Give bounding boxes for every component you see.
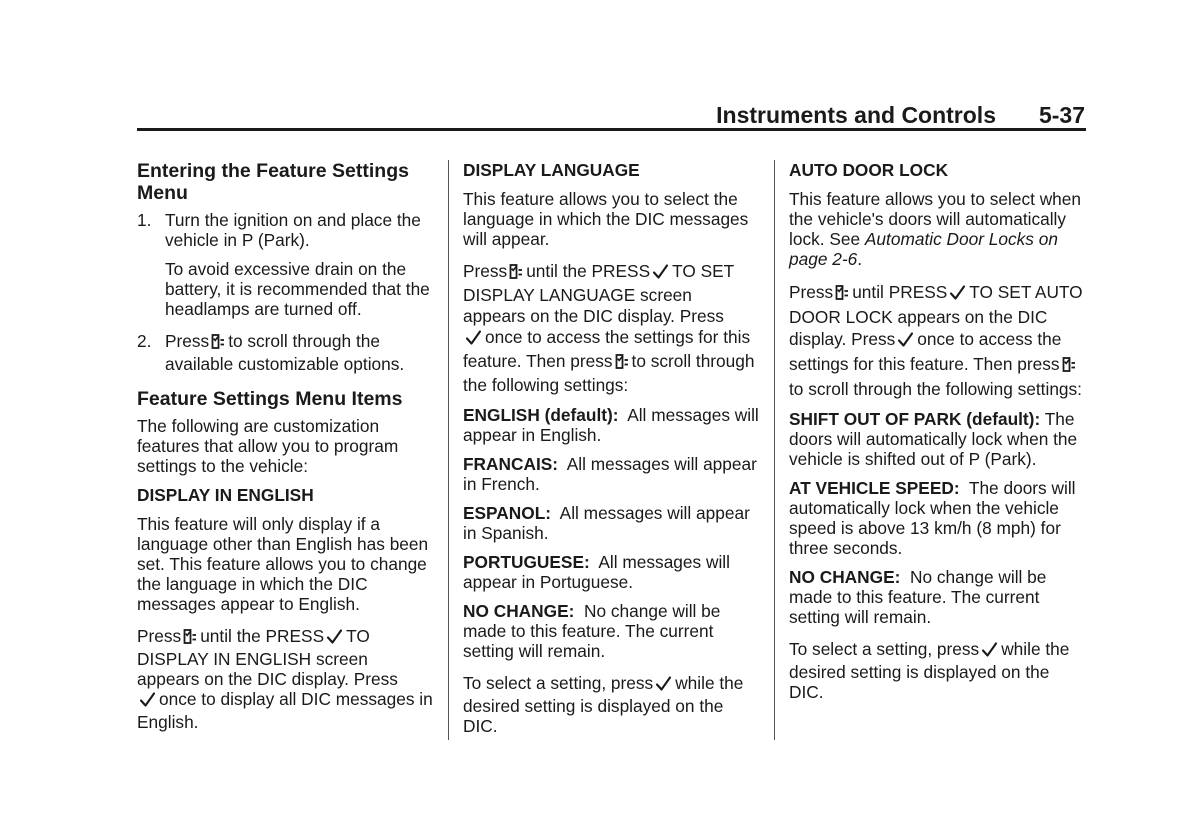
checkmark-icon: [655, 675, 672, 696]
text-run: Press: [789, 282, 834, 302]
checkmark-icon: [139, 691, 156, 712]
dic-menu-icon: [835, 284, 849, 306]
text-run: until PRESS: [852, 282, 948, 302]
option-label: AT VEHICLE SPEED:: [789, 478, 960, 498]
option-text: No change will be made to this feature. The current setting will remain.: [463, 601, 721, 661]
text-run: Press: [137, 626, 182, 646]
instruction-paragraph: [789, 281, 1085, 400]
feature-heading: AUTO DOOR LOCK: [789, 160, 949, 180]
column-1: [137, 160, 433, 741]
setting-option: [463, 552, 759, 592]
option-text: No change will be made to this feature. The current setting will remain.: [789, 567, 1047, 627]
text-run: to scroll through the following settings:: [463, 351, 755, 395]
dic-menu-icon: [183, 628, 197, 649]
dic-menu-icon: [615, 353, 629, 375]
feature-heading: DISPLAY LANGUAGE: [463, 160, 640, 180]
list-text: Turn the ignition on and place the vehicle in P (Park).: [165, 210, 421, 250]
option-text: All messages will appear in Spanish.: [463, 503, 750, 543]
setting-option: [463, 454, 759, 494]
checkmark-icon: [981, 641, 998, 662]
text-run: once to access the settings for this feature. Then press: [789, 329, 1062, 374]
text-run: .: [857, 249, 863, 269]
page-number: 5-37: [1038, 102, 1085, 128]
instruction-paragraph: [463, 261, 759, 396]
select-instruction: [789, 639, 1085, 702]
list-note: To avoid excessive drain on the battery, it is recommended that the headlamps are turned off.: [165, 259, 430, 319]
dic-menu-icon: [211, 333, 225, 354]
list-item: [137, 210, 433, 250]
text-run: to scroll through the available customizable options.: [165, 331, 405, 374]
option-label: FRANCAIS:: [463, 454, 559, 474]
list-number: 2.: [137, 331, 152, 351]
text-run: until the PRESS: [200, 626, 325, 646]
checkmark-icon: [897, 331, 914, 353]
list-text: [165, 331, 433, 374]
select-instruction: [463, 673, 759, 736]
text-run: This feature allows you to select when the vehicle's doors will automatically lock. See: [789, 189, 1082, 249]
option-text: All messages will appear in French.: [463, 454, 757, 494]
option-label: ENGLISH (default):: [463, 405, 619, 425]
paragraph: This feature will only display if a language other than English has been set. This feature allows you to change the language in which the DIC messages appear to English.: [137, 514, 429, 614]
section-heading: Feature Settings Menu Items: [137, 388, 403, 410]
text-run: To select a setting, press: [789, 639, 980, 659]
column-divider: [448, 160, 449, 740]
option-label: NO CHANGE:: [463, 601, 575, 621]
section-title: Instruments and Controls: [716, 102, 996, 128]
text-run: TO DISPLAY IN ENGLISH screen appears on the DIC display. Press: [137, 626, 398, 689]
option-label: ESPANOL:: [463, 503, 552, 523]
column-3: [789, 160, 1085, 711]
text-run: while the desired setting is displayed on the DIC.: [789, 639, 1070, 702]
header-rule: [137, 128, 1086, 131]
text-run: until the PRESS: [526, 261, 651, 281]
paragraph: [789, 189, 1085, 269]
setting-option: [463, 503, 759, 543]
option-label: SHIFT OUT OF PARK (default):: [789, 409, 1041, 429]
paragraph: This feature allows you to select the language in which the DIC messages will appear.: [463, 189, 749, 249]
checkmark-icon: [652, 263, 669, 285]
column-divider: [774, 160, 775, 740]
text-run: once to display all DIC messages in English.: [137, 689, 433, 732]
option-text: All messages will appear in English.: [463, 405, 759, 445]
list-item: [137, 331, 433, 374]
page-header: [137, 100, 1086, 131]
setting-option: [463, 405, 759, 445]
option-text: The doors will automatically lock when the vehicle speed is above 13 km/h (8 mph) for three seconds.: [789, 478, 1076, 558]
option-label: NO CHANGE:: [789, 567, 901, 587]
text-run: Press: [463, 261, 508, 281]
list-number: 1.: [137, 210, 152, 230]
column-2: [463, 160, 759, 745]
instruction-paragraph: [137, 626, 433, 732]
setting-option: [463, 601, 759, 661]
feature-heading: DISPLAY IN ENGLISH: [137, 485, 314, 505]
text-run: Press: [165, 331, 210, 351]
text-run: once to access the settings for this feature. Then press: [463, 327, 751, 371]
setting-option: [789, 409, 1085, 469]
text-run: while the desired setting is displayed on the DIC.: [463, 673, 744, 736]
setting-option: [789, 567, 1085, 627]
option-text: The doors will automatically lock when the vehicle is shifted out of P (Park).: [789, 409, 1078, 469]
checkmark-icon: [326, 628, 343, 649]
section-heading: Entering the Feature Settings Menu: [137, 160, 409, 204]
text-run: TO SET DISPLAY LANGUAGE screen appears on the DIC display. Press: [463, 261, 734, 326]
option-text: All messages will appear in Portuguese.: [463, 552, 730, 592]
paragraph: The following are customization features that allow you to program settings to the vehicle:: [137, 416, 399, 476]
option-label: PORTUGUESE:: [463, 552, 590, 572]
checkmark-icon: [465, 329, 482, 351]
dic-menu-icon: [1062, 356, 1076, 378]
setting-option: [789, 478, 1085, 558]
text-run: TO SET AUTO DOOR LOCK appears on the DIC display. Press: [789, 282, 1083, 349]
text-run: To select a setting, press: [463, 673, 654, 693]
dic-menu-icon: [509, 263, 523, 285]
text-run: to scroll through the following settings:: [789, 379, 1082, 399]
checkmark-icon: [949, 284, 966, 306]
cross-reference: Automatic Door Locks on page 2-6: [789, 229, 1058, 269]
